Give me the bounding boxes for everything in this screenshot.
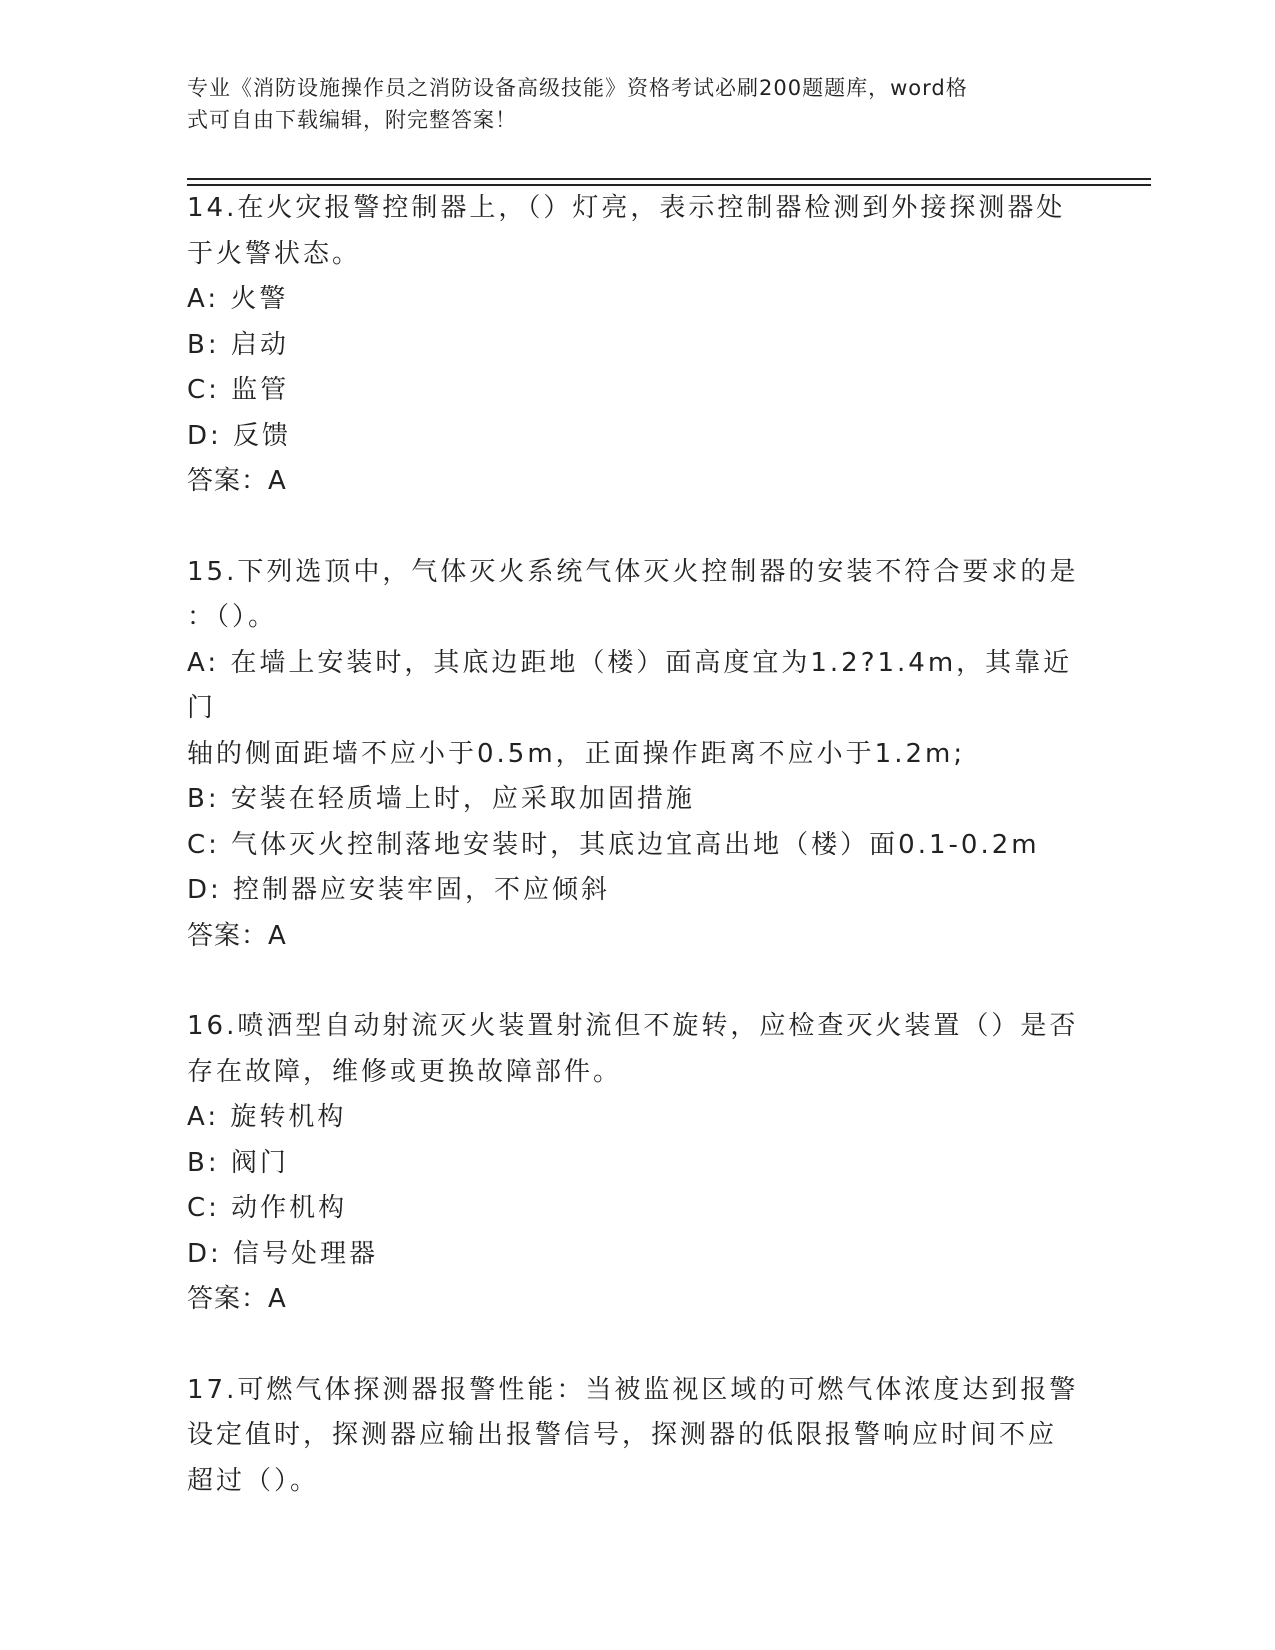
- question-stem-line: 于火警状态。: [187, 238, 362, 269]
- question-17: [187, 1368, 1087, 1505]
- header-line-1: 专业《消防设施操作员之消防设备高级技能》资格考试必刷200题题库，word格: [187, 76, 968, 100]
- question-stem-line: 超过（）。: [187, 1465, 320, 1496]
- option-a: A: 旋转机构: [187, 1102, 347, 1132]
- option-b: B: 安装在轻质墙上时，应采取加固措施: [187, 784, 695, 814]
- answer-line: 答案：A: [187, 1284, 287, 1314]
- question-stem-line: 15.下列选顶中，气体灭火系统气体灭火控制器的安装不符合要求的是: [187, 556, 1079, 587]
- header-line-2: 式可自由下载编辑，附完整答案！: [187, 108, 517, 132]
- option-c: C: 动作机构: [187, 1193, 348, 1223]
- question-stem-line: 设定值时，探测器应输出报警信号，探测器的低限报警响应时间不应: [187, 1420, 1058, 1450]
- question-14: [187, 186, 1087, 505]
- answer-line: 答案：A: [187, 920, 287, 951]
- question-stem-line: 存在故障，维修或更换故障部件。: [187, 1056, 623, 1087]
- question-16: [187, 1004, 1087, 1323]
- option-d: D: 控制器应安装牢固，不应倾斜: [187, 875, 611, 905]
- answer-line: 答案：A: [187, 466, 287, 496]
- option-d: D: 反馈: [187, 420, 292, 451]
- question-stem-line: ：（）。: [187, 602, 278, 632]
- question-15: [187, 550, 1087, 960]
- option-b: B: 阀门: [187, 1147, 289, 1178]
- question-list: [187, 186, 1087, 1549]
- header-divider-top: [187, 178, 1151, 180]
- option-c: C: 监管: [187, 375, 290, 405]
- option-a: A: 在墙上安装时，其底边距地（楼）面高度宜为1.2?1.4m，其靠近门: [187, 647, 1073, 723]
- question-stem-line: 14.在火灾报警控制器上，（）灯亮，表示控制器检测到外接探测器处: [187, 193, 1066, 223]
- option-c: C: 气体灭火控制落地安装时，其底边宜高出地（楼）面0.1-0.2m: [187, 829, 1040, 860]
- document-header: [187, 72, 1067, 136]
- question-stem-line: 16.喷洒型自动射流灭火装置射流但不旋转，应检查灭火装置（）是否: [187, 1011, 1079, 1041]
- option-b: B: 启动: [187, 329, 289, 360]
- question-stem-line: 17.可燃气体探测器报警性能：当被监视区域的可燃气体浓度达到报警: [187, 1374, 1079, 1405]
- option-d: D: 信号处理器: [187, 1238, 379, 1269]
- option-a-continued: 轴的侧面距墙不应小于0.5m，正面操作距离不应小于1.2m;: [187, 738, 966, 769]
- option-a: A: 火警: [187, 284, 289, 314]
